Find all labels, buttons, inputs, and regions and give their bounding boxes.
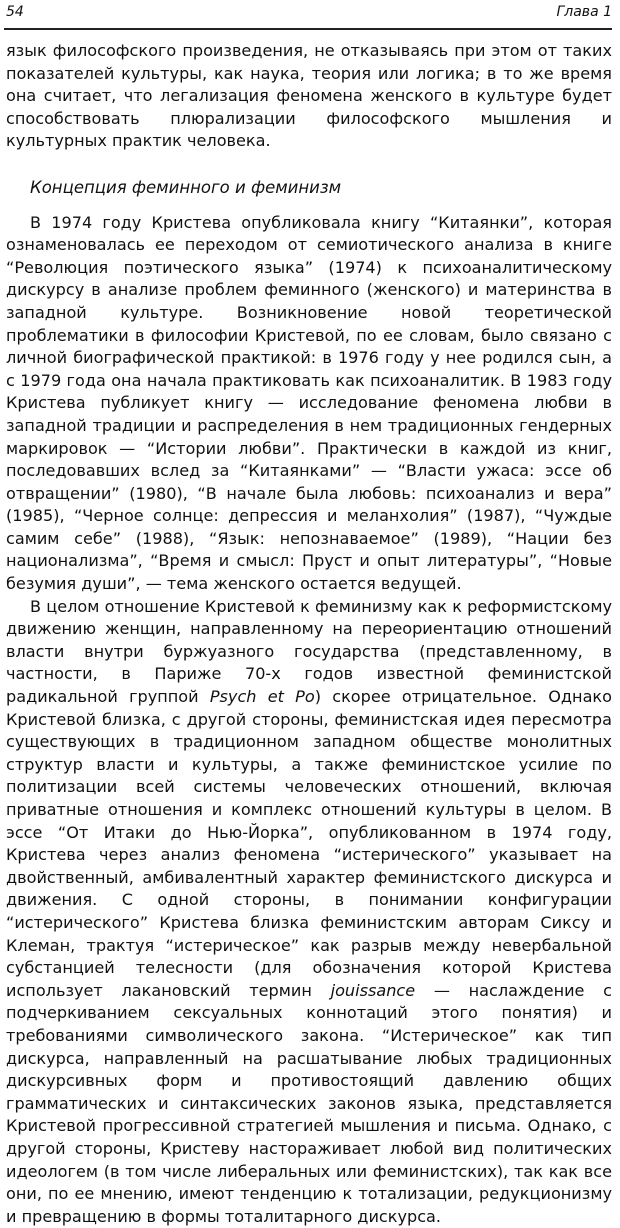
body-text	[6, 40, 612, 1228]
section-heading: Концепция феминного и феминизм	[30, 177, 342, 197]
page-number: 54	[6, 4, 24, 20]
paragraph	[6, 596, 612, 1228]
italic-term: Psych et Po	[209, 687, 315, 707]
running-head	[4, 2, 612, 30]
italic-term: jouissance	[330, 980, 416, 1000]
paragraph-text: ) скорее отрицательное. Однако Кристевой близка, с другой стороны, феминистская идея пересмотра существующих в традиционном западном обществе монолитных структур власти и культуры, а также феминистское усилие по политизации всей системы человеческих отношений, включая приватные отношения и комплекс отношений культуры в целом. В эссе “От Итаки до Нью-Йорка”, опубликованном в 1974 году, Кристева через анализ феномена “истерического” указывает на двойственный, амбивалентный характер феминистского дискурса и движения. С одной стороны, в понимании конфигурации “истерического” Кристева близка феминистским авторам Сиксу и Клеман, трактуя “истерическое” как разрыв между невербальной субстанцией телесности (для обозначения которой Кристева использует лакановский термин	[6, 687, 612, 1000]
paragraph-text: В целом отношение Кристевой к феминизму как к реформистскому движению женщин, направленному на переориентацию отношений власти внутри буржуазного государства (представленному, в частности, в Париже 70-х годов известной феминистской радикальной группой	[6, 596, 612, 707]
paragraph-text: — наслаждение с подчеркиванием сексуальных коннотаций этого понятия) и требованиями символического закона. “Истерическое” как тип дискурса, направленный на расшатывание любых традиционных дискурсивных форм и противостоящий давлению общих грамматических и синтаксических законов языка, представляется Кристевой прогрессивной стратегией мышления и письма. Однако, с другой стороны, Кристеву настораживает любой вид политических идеологем (в том числе либеральных или феминистских), так как все они, по ее мнению, имеют тенденцию к тотализации, редукционизму и превращению в формы тоталитарного дискурса.	[6, 980, 612, 1226]
chapter-label: Глава 1	[556, 4, 612, 20]
paragraph: В 1974 году Кристева опубликовала книгу “Китаянки”, которая ознаменовалась ее переходом от семиотического анализа в книге “Революция поэтического языка” (1974) к психоаналитическому дискурсу в анализе проблем феминного (женского) и материнства в западной культуре. Возникновение новой теоретической проблематики в философии Кристевой, по ее словам, было связано с личной биографической практикой: в 1976 году у нее родился сын, а с 1979 года она начала практиковать как психоаналитик. В 1983 году Кристева публикует книгу — исследование феномена любви в западной традиции и распределения в нем традиционных гендерных маркировок — “Истории любви”. Практически в каждой из книг, последовавших вслед за “Китаянками” — “Власти ужаса: эссе об отвращении” (1980), “В начале была любовь: психоанализ и вера” (1985), “Черное солнце: депрессия и меланхолия” (1987), “Чуждые самим себе” (1988), “Язык: непознаваемое” (1989), “Нации без национализма”, “Время и смысл: Пруст и опыт литературы”, “Новые безумия души”, — тема женского остается ведущей.	[6, 212, 612, 594]
paragraph: язык философского произведения, не отказываясь при этом от таких показателей культуры, как наука, теория или логика; в то же время она считает, что легализация феномена женского в культуре будет способствовать плюрализации философского мышления и культурных практик человека.	[6, 41, 612, 151]
